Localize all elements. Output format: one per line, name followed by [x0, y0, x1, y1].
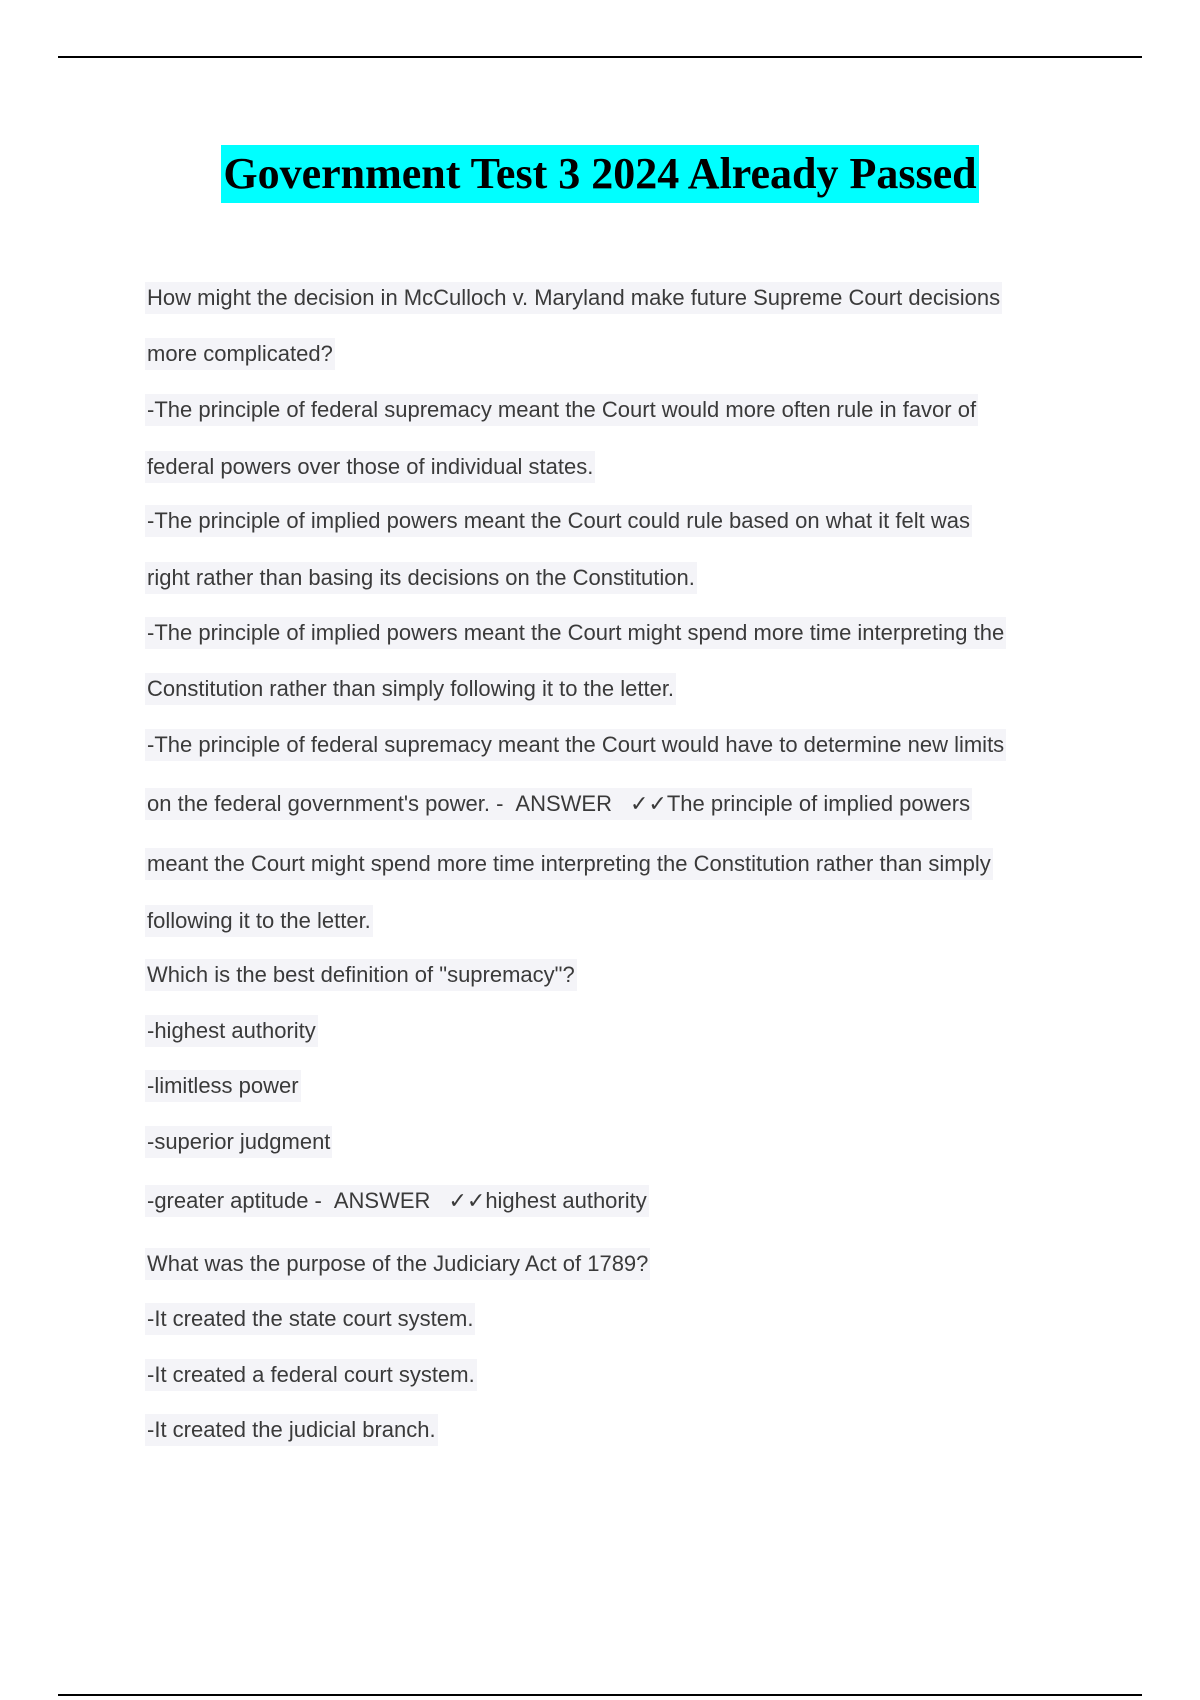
- q1-option-3b: Constitution rather than simply following it to the letter.: [145, 673, 676, 705]
- bottom-rule: [58, 1694, 1142, 1696]
- q2-checkmark-icon: ✓✓: [448, 1188, 486, 1213]
- q1-line-1: How might the decision in McCulloch v. Maryland make future Supreme Court decisions: [145, 282, 1002, 314]
- q1-checkmark-icon: ✓✓: [629, 791, 667, 816]
- q1-option-1a: -The principle of federal supremacy meant the Court would more often rule in favor of: [145, 394, 978, 426]
- q2-answer-line: [145, 1185, 649, 1217]
- q1-answer-cont-2: following it to the letter.: [145, 905, 373, 937]
- q3-option-1: -It created the state court system.: [145, 1303, 475, 1335]
- q1-option-3a: -The principle of implied powers meant the Court might spend more time interpreting the: [145, 617, 1006, 649]
- q1-answer-text: The principle of implied powers: [666, 791, 971, 816]
- q2-option-3: -superior judgment: [145, 1126, 332, 1158]
- q1-answer-line: [145, 788, 972, 820]
- document-title: Government Test 3 2024 Already Passed: [221, 145, 978, 203]
- q2-option-2: -limitless power: [145, 1070, 301, 1102]
- q2-answer-label: ANSWER: [333, 1188, 431, 1213]
- q1-option-4a: -The principle of federal supremacy meant the Court would have to determine new limits: [145, 729, 1006, 761]
- q2-option-1: -highest authority: [145, 1015, 318, 1047]
- q2-question: Which is the best definition of "supremacy"?: [145, 959, 577, 991]
- q1-line-2: more complicated?: [145, 338, 335, 370]
- q3-option-3: -It created the judicial branch.: [145, 1414, 438, 1446]
- q3-question: What was the purpose of the Judiciary Act of 1789?: [145, 1248, 650, 1280]
- q1-answer-cont-1: meant the Court might spend more time interpreting the Constitution rather than simply: [145, 848, 993, 880]
- q1-option-2b: right rather than basing its decisions on the Constitution.: [145, 562, 697, 594]
- q2-answer-text: highest authority: [485, 1188, 647, 1213]
- q3-option-2: -It created a federal court system.: [145, 1359, 477, 1391]
- q1-option-1b: federal powers over those of individual states.: [145, 451, 595, 483]
- q2-answer-prefix: -greater aptitude -: [147, 1188, 322, 1213]
- q1-option-2a: -The principle of implied powers meant the Court could rule based on what it felt was: [145, 505, 972, 537]
- q1-answer-label: ANSWER: [515, 791, 612, 816]
- q1-answer-prefix: on the federal government's power. -: [147, 791, 504, 816]
